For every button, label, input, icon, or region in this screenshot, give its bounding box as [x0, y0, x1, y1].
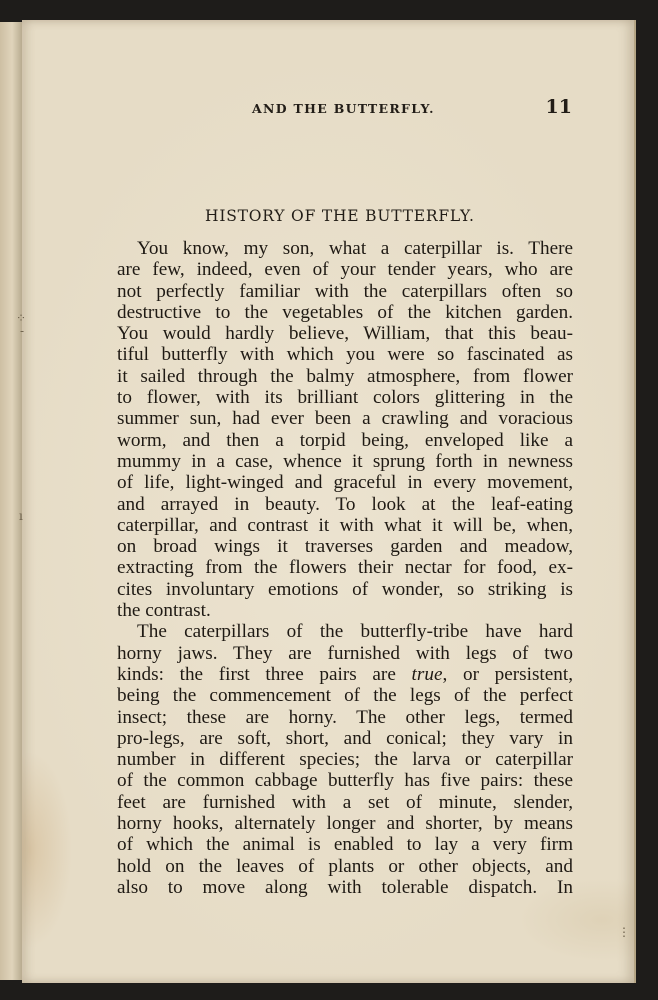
- text-line: pro-legs, are soft, short, and conical; they vary in: [117, 727, 573, 749]
- gutter-mark: ı: [19, 509, 23, 523]
- text-line: also to move along with tolerable dispatch. In: [117, 876, 573, 898]
- text-line: and arrayed in beauty. To look at the leaf-eating: [117, 493, 573, 515]
- text-line: of the common cabbage butterfly has five pairs: these: [117, 770, 573, 792]
- text-line: feet are furnished with a set of minute, slender,: [117, 791, 573, 813]
- text-line: of life, light-winged and graceful in every movement,: [117, 472, 573, 494]
- text-line: insect; these are horny. The other legs, termed: [117, 706, 573, 728]
- running-header: [228, 96, 578, 120]
- italic-term: true: [411, 663, 443, 685]
- text-line: to flower, with its brilliant colors glittering in the: [117, 387, 573, 409]
- text-line: You know, my son, what a caterpillar is. There: [137, 238, 573, 259]
- paragraph-2: [117, 621, 573, 898]
- text-line: mummy in a case, whence it sprung forth in newness: [117, 450, 573, 472]
- text-line: horny hooks, alternately longer and shorter, by means: [117, 813, 573, 835]
- gutter-mark: ⁘: [16, 311, 27, 325]
- text-line: it sailed through the balmy atmosphere, from flower: [117, 365, 573, 387]
- text-line: are few, indeed, even of your tender years, who are: [117, 259, 573, 281]
- gutter-mark: ⋮: [618, 925, 630, 939]
- text-line: not perfectly familiar with the caterpillars often so: [117, 280, 573, 302]
- text-line: of which the animal is enabled to lay a very firm: [117, 834, 573, 856]
- facing-page-edge: [0, 22, 25, 980]
- text-segment: kinds: the first three pairs are: [117, 663, 412, 685]
- page-number: 11: [545, 96, 572, 118]
- text-line: worm, and then a torpid being, enveloped like a: [117, 429, 573, 451]
- text-segment: , or persistent,: [442, 663, 573, 685]
- running-title: AND THE BUTTERFLY.: [252, 101, 435, 116]
- text-line: number in different species; the larva or caterpillar: [117, 749, 573, 771]
- body-text: [117, 238, 573, 898]
- text-line: [117, 664, 573, 685]
- text-line: the contrast.: [117, 600, 211, 622]
- text-line: extracting from the flowers their nectar for food, ex-: [117, 557, 573, 579]
- gutter-mark: -: [20, 324, 25, 338]
- text-line: You would hardly believe, William, that this beau-: [117, 323, 573, 345]
- chapter-heading: HISTORY OF THE BUTTERFLY.: [205, 207, 475, 225]
- text-line: being the commencement of the legs of the perfect: [117, 685, 573, 707]
- text-line: on broad wings it traverses garden and meadow,: [117, 536, 573, 558]
- text-line: summer sun, had ever been a crawling and voracious: [117, 408, 573, 430]
- text-line: caterpillar, and contrast it with what it will be, when,: [117, 514, 573, 536]
- text-line: destructive to the vegetables of the kitchen garden.: [117, 301, 573, 323]
- text-line: horny jaws. They are furnished with legs of two: [117, 642, 573, 664]
- text-line: cites involuntary emotions of wonder, so striking is: [117, 578, 573, 600]
- text-line: tiful butterfly with which you were so fascinated as: [117, 344, 573, 366]
- text-line: The caterpillars of the butterfly-tribe have hard: [137, 621, 573, 643]
- paragraph-1: [117, 238, 573, 621]
- text-line: hold on the leaves of plants or other objects, and: [117, 855, 573, 877]
